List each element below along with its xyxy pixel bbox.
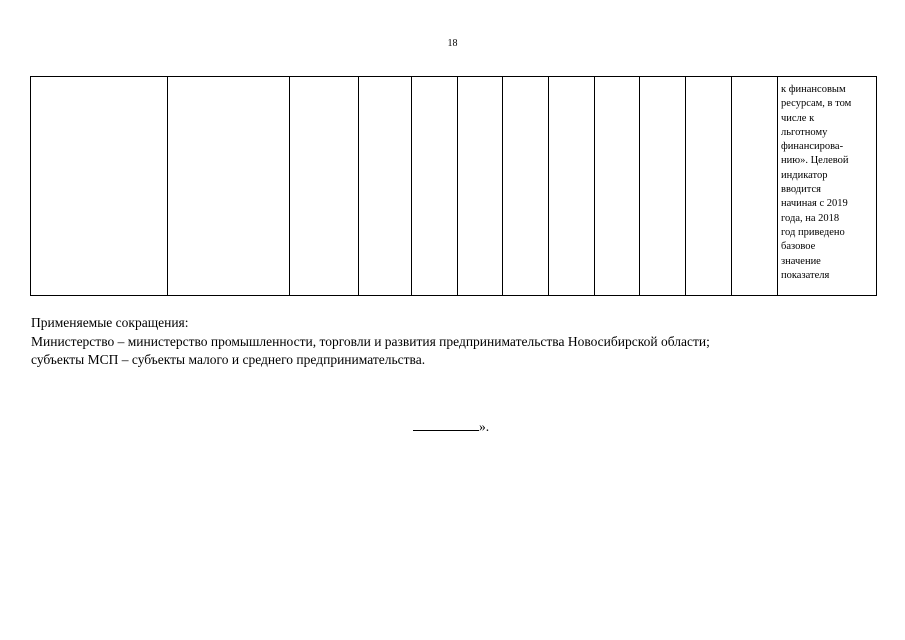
closing-mark (413, 418, 489, 436)
indicator-table (30, 76, 877, 296)
abbreviation-line: Министерство – министерство промышленности, торговли и развития предпринимательства Новосибирской области; (31, 333, 710, 349)
abbreviation-line: субъекты МСП – субъекты малого и среднего предпринимательства. (31, 352, 426, 367)
table-cell (168, 77, 290, 296)
table-cell (458, 77, 503, 296)
abbreviations-block (31, 314, 710, 370)
abbreviations-heading: Применяемые сокращения: (31, 315, 189, 330)
table-cell (549, 77, 595, 296)
signature-blank-line (413, 418, 479, 431)
table-cell (686, 77, 732, 296)
page-number: 18 (447, 38, 458, 49)
indicator-note-cell: к финансовым ресурсам, в том числе к льготному финансирова- нию». Целевой индикатор вводится начиная с 2019 года, на 2018 год приведено базовое значение показателя (778, 77, 877, 296)
table-cell (595, 77, 640, 296)
table-cell (640, 77, 686, 296)
table-cell (503, 77, 549, 296)
table-cell (359, 77, 412, 296)
table-cell (732, 77, 778, 296)
table-cell (31, 77, 168, 296)
table-row (31, 77, 877, 296)
table-cell (290, 77, 359, 296)
closing-quote: ». (479, 419, 490, 434)
table-cell (412, 77, 458, 296)
